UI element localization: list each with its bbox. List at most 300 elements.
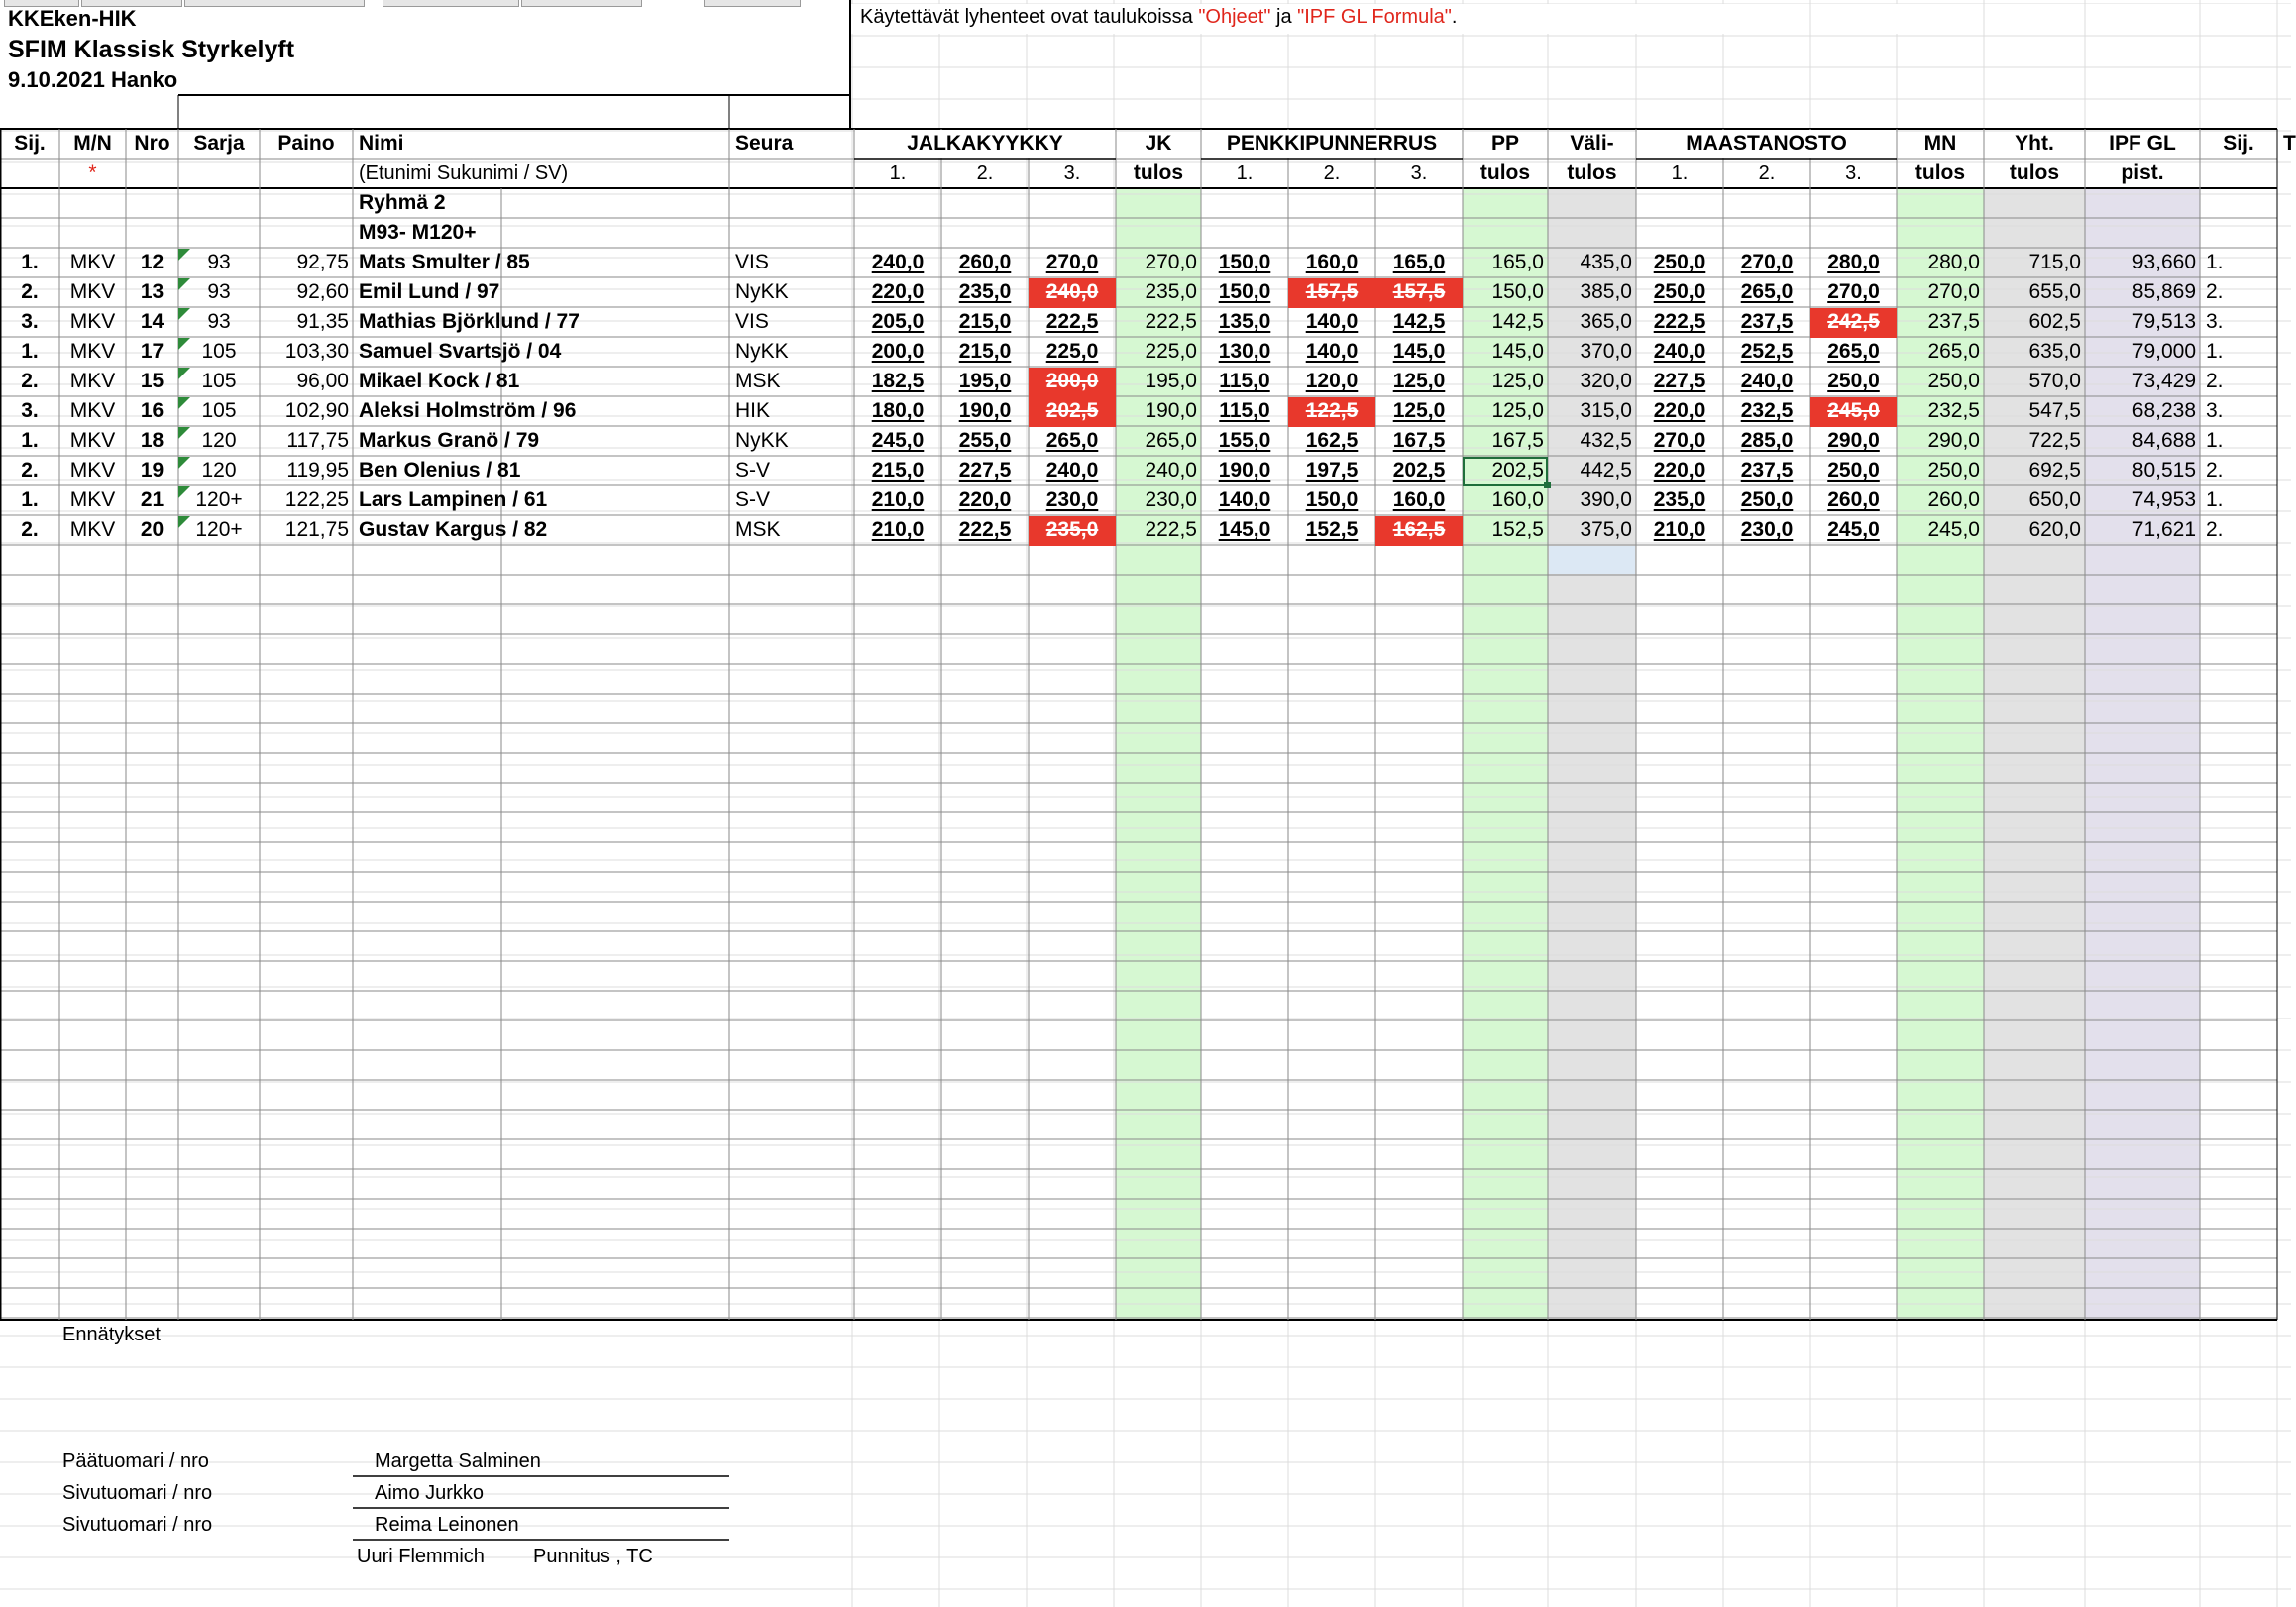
squat-attempt-2[interactable] (941, 338, 1029, 368)
total-result[interactable]: 655,0 (2028, 280, 2081, 303)
bench-attempt-3[interactable] (1375, 308, 1463, 338)
squat-result[interactable]: 235,0 (1145, 280, 1197, 303)
athlete-number[interactable]: 17 (140, 340, 164, 363)
squat-attempt-2[interactable] (941, 308, 1029, 338)
sq-attempt-1-header: 1. (889, 162, 907, 184)
squat-attempt-2[interactable] (941, 397, 1029, 427)
athlete-name[interactable]: Aleksi Holmström / 96 (359, 399, 577, 422)
bench-attempt-1[interactable] (1201, 397, 1288, 427)
deadlift-result[interactable]: 250,0 (1927, 370, 1980, 392)
final-place[interactable]: 1. (2206, 251, 2224, 273)
deadlift-attempt-2[interactable] (1723, 486, 1810, 516)
athlete-place[interactable]: 1. (21, 251, 39, 273)
athlete-name[interactable]: Mats Smulter / 85 (359, 251, 530, 273)
bench-attempt-1[interactable] (1201, 338, 1288, 368)
good-lift-value: 165,0 (1392, 251, 1446, 273)
squat-attempt-3[interactable] (1029, 368, 1116, 397)
good-lift-value: 240,0 (1045, 459, 1099, 482)
deadlift-attempt-3[interactable] (1810, 516, 1897, 546)
deadlift-attempt-3[interactable] (1810, 486, 1897, 516)
athlete-number[interactable]: 16 (140, 399, 164, 422)
good-lift-value: 155,0 (1218, 429, 1271, 452)
bench-result[interactable]: 160,0 (1491, 488, 1544, 511)
squat-attempt-3[interactable] (1029, 338, 1116, 368)
bench-attempt-2[interactable] (1288, 516, 1375, 546)
toolbar-button[interactable] (383, 0, 519, 7)
deadlift-attempt-3[interactable] (1810, 368, 1897, 397)
dl-attempt-3-header: 3. (1845, 162, 1862, 184)
deadlift-attempt-1[interactable] (1636, 308, 1723, 338)
athlete-category[interactable]: MKV (69, 280, 116, 303)
athlete-weight-class[interactable]: 93 (207, 280, 231, 303)
deadlift-attempt-2[interactable] (1723, 368, 1810, 397)
squat-attempt-2[interactable] (941, 249, 1029, 278)
deadlift-result[interactable]: 265,0 (1927, 340, 1980, 363)
final-place[interactable]: 1. (2206, 488, 2224, 511)
deadlift-attempt-2[interactable] (1723, 308, 1810, 338)
bench-result[interactable]: 150,0 (1491, 280, 1544, 303)
total-result[interactable]: 635,0 (2028, 340, 2081, 363)
athlete-number[interactable]: 18 (140, 429, 164, 452)
athlete-club[interactable]: S-V (735, 459, 771, 482)
squat-attempt-1[interactable] (854, 338, 941, 368)
deadlift-attempt-1[interactable] (1636, 368, 1723, 397)
good-lift-value: 145,0 (1218, 518, 1271, 541)
good-lift-value: 167,5 (1392, 429, 1446, 452)
bench-attempt-2[interactable] (1288, 278, 1375, 308)
toolbar-button[interactable] (521, 0, 642, 7)
athlete-number[interactable]: 19 (140, 459, 164, 482)
good-lift-value: 245,0 (871, 429, 925, 452)
athlete-bodyweight[interactable]: 121,75 (284, 518, 349, 541)
athlete-club[interactable]: NyKK (735, 429, 789, 452)
bench-attempt-3[interactable] (1375, 516, 1463, 546)
failed-lift-value: 200,0 (1045, 370, 1099, 392)
records-label: Ennätykset (62, 1324, 161, 1345)
squat-attempt-1[interactable] (854, 486, 941, 516)
subtotal-result[interactable]: 370,0 (1580, 340, 1632, 363)
deadlift-attempt-1[interactable] (1636, 249, 1723, 278)
bench-attempt-1[interactable] (1201, 516, 1288, 546)
bench-attempt-1[interactable] (1201, 278, 1288, 308)
athlete-bodyweight[interactable]: 103,30 (284, 340, 349, 363)
deadlift-attempt-2[interactable] (1723, 397, 1810, 427)
deadlift-attempt-3[interactable] (1810, 427, 1897, 457)
squat-attempt-2[interactable] (941, 516, 1029, 546)
athlete-name[interactable]: Mathias Björklund / 77 (359, 310, 580, 333)
sq-attempt-2-header: 2. (976, 162, 994, 184)
deadlift-attempt-2[interactable] (1723, 457, 1810, 486)
bench-attempt-1[interactable] (1201, 457, 1288, 486)
squat-attempt-3[interactable] (1029, 397, 1116, 427)
squat-attempt-2[interactable] (941, 457, 1029, 486)
bench-attempt-1[interactable] (1201, 368, 1288, 397)
col-header-mn-total: MN (1923, 132, 1957, 155)
athlete-place[interactable]: 3. (21, 399, 39, 422)
total-result[interactable]: 715,0 (2028, 251, 2081, 273)
athlete-place[interactable]: 2. (21, 518, 39, 541)
mandatory-star: * (88, 161, 97, 184)
squat-attempt-1[interactable] (854, 249, 941, 278)
athlete-number[interactable]: 15 (140, 370, 164, 392)
good-lift-value: 140,0 (1305, 340, 1359, 363)
athlete-club[interactable]: MSK (735, 370, 781, 392)
col-header-seura: Seura (735, 132, 794, 155)
subtotal-result[interactable]: 390,0 (1580, 488, 1632, 511)
squat-result[interactable]: 225,0 (1145, 340, 1197, 363)
deadlift-attempt-3[interactable] (1810, 338, 1897, 368)
good-lift-value: 160,0 (1305, 251, 1359, 273)
mn-tulos-header: tulos (1914, 161, 1966, 184)
athlete-weight-class[interactable]: 120 (201, 459, 237, 482)
athlete-weight-class[interactable]: 120+ (195, 488, 243, 511)
bench-attempt-1[interactable] (1201, 486, 1288, 516)
squat-attempt-1[interactable] (854, 397, 941, 427)
deadlift-attempt-2[interactable] (1723, 278, 1810, 308)
bench-result[interactable]: 202,5 (1463, 457, 1548, 486)
failed-lift-value: 242,5 (1827, 310, 1880, 333)
athlete-number[interactable]: 13 (140, 280, 164, 303)
deadlift-attempt-2[interactable] (1723, 427, 1810, 457)
final-place[interactable]: 2. (2206, 370, 2224, 392)
athlete-weight-class[interactable]: 105 (201, 399, 237, 422)
good-lift-value: 145,0 (1392, 340, 1446, 363)
good-lift-value: 227,5 (958, 459, 1012, 482)
good-lift-value: 200,0 (871, 340, 925, 363)
deadlift-attempt-3[interactable] (1810, 249, 1897, 278)
deadlift-attempt-3[interactable] (1810, 278, 1897, 308)
deadlift-result[interactable]: 260,0 (1927, 488, 1980, 511)
toolbar-button[interactable] (184, 0, 365, 7)
athlete-number[interactable]: 20 (140, 518, 164, 541)
athlete-place[interactable]: 2. (21, 459, 39, 482)
athlete-weight-class[interactable]: 105 (201, 370, 237, 392)
squat-attempt-2[interactable] (941, 278, 1029, 308)
failed-lift-value: 240,0 (1045, 280, 1099, 303)
ipf-gl-points[interactable]: 79,513 (2132, 310, 2196, 333)
good-lift-value: 220,0 (958, 488, 1012, 511)
subtotal-result[interactable]: 320,0 (1580, 370, 1632, 392)
squat-attempt-2[interactable] (941, 368, 1029, 397)
pp-tulos-header: tulos (1479, 161, 1531, 184)
athlete-place[interactable]: 3. (21, 310, 39, 333)
squat-result[interactable]: 195,0 (1145, 370, 1197, 392)
athlete-club[interactable]: NyKK (735, 280, 789, 303)
athlete-weight-class[interactable]: 120 (201, 429, 237, 452)
good-lift-value: 135,0 (1218, 310, 1271, 333)
athlete-name[interactable]: Markus Granö / 79 (359, 429, 540, 452)
bench-attempt-3[interactable] (1375, 397, 1463, 427)
bench-attempt-3[interactable] (1375, 427, 1463, 457)
deadlift-attempt-1[interactable] (1636, 278, 1723, 308)
col-header-t: T (2283, 132, 2296, 155)
comment-flag-icon (178, 278, 190, 290)
athlete-name[interactable]: Mikael Kock / 81 (359, 370, 520, 392)
deadlift-attempt-1[interactable] (1636, 397, 1723, 427)
athlete-place[interactable]: 1. (21, 340, 39, 363)
bench-attempt-1[interactable] (1201, 249, 1288, 278)
deadlift-attempt-2[interactable] (1723, 516, 1810, 546)
group-classes: M93- M120+ (359, 221, 477, 244)
squat-attempt-3[interactable] (1029, 427, 1116, 457)
athlete-club[interactable]: MSK (735, 518, 781, 541)
athlete-place[interactable]: 1. (21, 488, 39, 511)
squat-attempt-2[interactable] (941, 486, 1029, 516)
subtotal-result[interactable]: 442,5 (1580, 459, 1632, 482)
athlete-category[interactable]: MKV (69, 459, 116, 482)
deadlift-result[interactable]: 290,0 (1927, 429, 1980, 452)
squat-result[interactable]: 265,0 (1145, 429, 1197, 452)
weigh-in-role: Punnitus , TC (533, 1546, 653, 1567)
bench-result[interactable]: 167,5 (1491, 429, 1544, 452)
good-lift-value: 235,0 (958, 280, 1012, 303)
athlete-bodyweight[interactable]: 91,35 (296, 310, 349, 333)
good-lift-value: 230,0 (1045, 488, 1099, 511)
bench-attempt-2[interactable] (1288, 427, 1375, 457)
athlete-weight-class[interactable]: 120+ (195, 518, 243, 541)
athlete-category[interactable]: MKV (69, 370, 116, 392)
athlete-name[interactable]: Gustav Kargus / 82 (359, 518, 548, 541)
deadlift-result[interactable]: 237,5 (1927, 310, 1980, 333)
bench-attempt-1[interactable] (1201, 308, 1288, 338)
squat-attempt-1[interactable] (854, 368, 941, 397)
subtotal-result[interactable]: 375,0 (1580, 518, 1632, 541)
athlete-bodyweight[interactable]: 117,75 (286, 429, 349, 452)
athlete-bodyweight[interactable]: 102,90 (284, 399, 349, 422)
squat-attempt-3[interactable] (1029, 278, 1116, 308)
athlete-name[interactable]: Samuel Svartsjö / 04 (359, 340, 562, 363)
bench-attempt-2[interactable] (1288, 486, 1375, 516)
athlete-weight-class[interactable]: 93 (207, 310, 231, 333)
deadlift-result[interactable]: 280,0 (1927, 251, 1980, 273)
bench-attempt-3[interactable] (1375, 249, 1463, 278)
bench-attempt-2[interactable] (1288, 397, 1375, 427)
squat-attempt-1[interactable] (854, 516, 941, 546)
squat-attempt-1[interactable] (854, 427, 941, 457)
athlete-bodyweight[interactable]: 92,75 (296, 251, 349, 273)
athlete-category[interactable]: MKV (69, 251, 116, 273)
deadlift-result[interactable]: 232,5 (1927, 399, 1980, 422)
squat-attempt-3[interactable] (1029, 249, 1116, 278)
athlete-bodyweight[interactable]: 119,95 (286, 459, 349, 482)
deadlift-result[interactable]: 270,0 (1927, 280, 1980, 303)
bench-result[interactable]: 145,0 (1491, 340, 1544, 363)
squat-attempt-3[interactable] (1029, 486, 1116, 516)
subtotal-result[interactable]: 432,5 (1580, 429, 1632, 452)
athlete-category[interactable]: MKV (69, 340, 116, 363)
athlete-category[interactable]: MKV (69, 399, 116, 422)
deadlift-attempt-1[interactable] (1636, 427, 1723, 457)
athlete-club[interactable]: VIS (735, 310, 769, 333)
athlete-name[interactable]: Ben Olenius / 81 (359, 459, 521, 482)
squat-result[interactable]: 230,0 (1145, 488, 1197, 511)
bench-result[interactable]: 125,0 (1491, 370, 1544, 392)
squat-attempt-3[interactable] (1029, 457, 1116, 486)
bench-attempt-3[interactable] (1375, 338, 1463, 368)
good-lift-value: 180,0 (871, 399, 925, 422)
good-lift-value: 237,5 (1740, 459, 1794, 482)
good-lift-value: 235,0 (1653, 488, 1706, 511)
bench-attempt-3[interactable] (1375, 278, 1463, 308)
total-result[interactable]: 650,0 (2028, 488, 2081, 511)
notice-link-ohjeet[interactable]: "Ohjeet" (1198, 6, 1271, 28)
good-lift-value: 270,0 (1740, 251, 1794, 273)
good-lift-value: 265,0 (1045, 429, 1099, 452)
final-place[interactable]: 2. (2206, 280, 2224, 303)
bench-result[interactable]: 142,5 (1491, 310, 1544, 333)
squat-attempt-1[interactable] (854, 278, 941, 308)
total-result[interactable]: 547,5 (2028, 399, 2081, 422)
final-place[interactable]: 3. (2206, 399, 2224, 422)
athlete-club[interactable]: S-V (735, 488, 771, 511)
sq-attempt-3-header: 3. (1063, 162, 1081, 184)
total-result[interactable]: 722,5 (2028, 429, 2081, 452)
athlete-weight-class[interactable]: 93 (207, 251, 231, 273)
good-lift-value: 260,0 (1827, 488, 1880, 511)
highlighted-cell[interactable] (1549, 546, 1635, 574)
squat-result[interactable]: 222,5 (1145, 310, 1197, 333)
group-name: Ryhmä 2 (359, 191, 446, 214)
failed-lift-value: 162,5 (1392, 518, 1446, 541)
final-place[interactable]: 1. (2206, 340, 2224, 363)
ipf-gl-points[interactable]: 71,621 (2132, 518, 2196, 541)
deadlift-attempt-1[interactable] (1636, 486, 1723, 516)
squat-attempt-3[interactable] (1029, 308, 1116, 338)
squat-result[interactable]: 240,0 (1145, 459, 1197, 482)
athlete-name[interactable]: Emil Lund / 97 (359, 280, 500, 303)
subtotal-result[interactable]: 385,0 (1580, 280, 1632, 303)
ipf-gl-points[interactable]: 79,000 (2132, 340, 2196, 363)
athlete-number[interactable]: 12 (140, 251, 164, 273)
bench-result[interactable]: 165,0 (1491, 251, 1544, 273)
subtotal-result[interactable]: 435,0 (1580, 251, 1632, 273)
good-lift-value: 240,0 (1653, 340, 1706, 363)
athlete-place[interactable]: 2. (21, 280, 39, 303)
bench-attempt-1[interactable] (1201, 427, 1288, 457)
bench-attempt-3[interactable] (1375, 368, 1463, 397)
athlete-place[interactable]: 1. (21, 429, 39, 452)
squat-attempt-3[interactable] (1029, 516, 1116, 546)
bench-result[interactable]: 125,0 (1491, 399, 1544, 422)
bench-attempt-2[interactable] (1288, 338, 1375, 368)
ipf-gl-points[interactable]: 74,953 (2132, 488, 2196, 511)
athlete-number[interactable]: 14 (140, 310, 164, 333)
ipf-gl-points[interactable]: 93,660 (2132, 251, 2196, 273)
ipf-gl-points[interactable]: 84,688 (2132, 429, 2196, 452)
deadlift-attempt-1[interactable] (1636, 457, 1723, 486)
athlete-club[interactable]: HIK (735, 399, 771, 422)
final-place[interactable]: 2. (2206, 518, 2224, 541)
deadlift-attempt-3[interactable] (1810, 308, 1897, 338)
good-lift-value: 260,0 (958, 251, 1012, 273)
squat-result[interactable]: 190,0 (1145, 399, 1197, 422)
head-judge-name: Margetta Salminen (375, 1450, 541, 1472)
athlete-bodyweight[interactable]: 92,60 (296, 280, 349, 303)
good-lift-value: 265,0 (1827, 340, 1880, 363)
good-lift-value: 142,5 (1392, 310, 1446, 333)
subtotal-result[interactable]: 315,0 (1580, 399, 1632, 422)
athlete-category[interactable]: MKV (69, 429, 116, 452)
athlete-name[interactable]: Lars Lampinen / 61 (359, 488, 548, 511)
bench-attempt-3[interactable] (1375, 486, 1463, 516)
athlete-club[interactable]: VIS (735, 251, 769, 273)
athlete-category[interactable]: MKV (69, 488, 116, 511)
deadlift-attempt-1[interactable] (1636, 338, 1723, 368)
ipf-gl-points[interactable]: 85,869 (2132, 280, 2196, 303)
final-place[interactable]: 1. (2206, 429, 2224, 452)
good-lift-value: 225,0 (1045, 340, 1099, 363)
athlete-category[interactable]: MKV (69, 518, 116, 541)
deadlift-attempt-2[interactable] (1723, 249, 1810, 278)
athlete-weight-class[interactable]: 105 (201, 340, 237, 363)
bench-attempt-2[interactable] (1288, 308, 1375, 338)
deadlift-attempt-3[interactable] (1810, 457, 1897, 486)
col-header-bench: PENKKIPUNNERRUS (1226, 132, 1438, 155)
subtotal-result[interactable]: 365,0 (1580, 310, 1632, 333)
notice-link-formula[interactable]: "IPF GL Formula" (1297, 6, 1452, 28)
col-header-sarja: Sarja (193, 132, 245, 155)
yht-tulos-header: tulos (2009, 161, 2060, 184)
athlete-number[interactable]: 21 (140, 488, 164, 511)
toolbar-button[interactable] (704, 0, 801, 7)
final-place[interactable]: 2. (2206, 459, 2224, 482)
squat-attempt-1[interactable] (854, 308, 941, 338)
ipf-gl-points[interactable]: 68,238 (2132, 399, 2196, 422)
comment-flag-icon (178, 338, 190, 350)
deadlift-result[interactable]: 250,0 (1927, 459, 1980, 482)
col-header-mn: M/N (73, 132, 112, 155)
ipf-gl-points[interactable]: 73,429 (2132, 370, 2196, 392)
deadlift-attempt-1[interactable] (1636, 516, 1723, 546)
failed-lift-value: 235,0 (1045, 518, 1099, 541)
good-lift-value: 160,0 (1392, 488, 1446, 511)
col-header-sij2: Sij. (2223, 132, 2254, 155)
ipf-gl-points[interactable]: 80,515 (2132, 459, 2196, 482)
athlete-category[interactable]: MKV (69, 310, 116, 333)
squat-result[interactable]: 270,0 (1145, 251, 1197, 273)
bench-attempt-3[interactable] (1375, 457, 1463, 486)
total-result[interactable]: 620,0 (2028, 518, 2081, 541)
final-place[interactable]: 3. (2206, 310, 2224, 333)
squat-attempt-1[interactable] (854, 457, 941, 486)
squat-attempt-2[interactable] (941, 427, 1029, 457)
athlete-place[interactable]: 2. (21, 370, 39, 392)
total-result[interactable]: 570,0 (2028, 370, 2081, 392)
side-judge-1-label: Sivutuomari / nro (62, 1482, 213, 1504)
comment-flag-icon (178, 397, 190, 409)
good-lift-value: 125,0 (1392, 370, 1446, 392)
vali-tulos-header: tulos (1567, 161, 1617, 184)
total-result[interactable]: 692,5 (2028, 459, 2081, 482)
notice-suffix: . (1451, 6, 1458, 28)
deadlift-attempt-2[interactable] (1723, 338, 1810, 368)
bench-attempt-2[interactable] (1288, 368, 1375, 397)
deadlift-attempt-3[interactable] (1810, 397, 1897, 427)
athlete-bodyweight[interactable]: 96,00 (296, 370, 349, 392)
deadlift-result[interactable]: 245,0 (1927, 518, 1980, 541)
total-result[interactable]: 602,5 (2028, 310, 2081, 333)
athlete-club[interactable]: NyKK (735, 340, 789, 363)
notice-prefix: Käytettävät lyhenteet ovat taulukoissa (860, 6, 1199, 28)
col-header-sij: Sij. (14, 132, 46, 155)
bench-result[interactable]: 152,5 (1491, 518, 1544, 541)
good-lift-value: 162,5 (1305, 429, 1359, 452)
athlete-bodyweight[interactable]: 122,25 (284, 488, 349, 511)
squat-result[interactable]: 222,5 (1145, 518, 1197, 541)
comment-flag-icon (178, 486, 190, 498)
bench-attempt-2[interactable] (1288, 457, 1375, 486)
bench-attempt-2[interactable] (1288, 249, 1375, 278)
